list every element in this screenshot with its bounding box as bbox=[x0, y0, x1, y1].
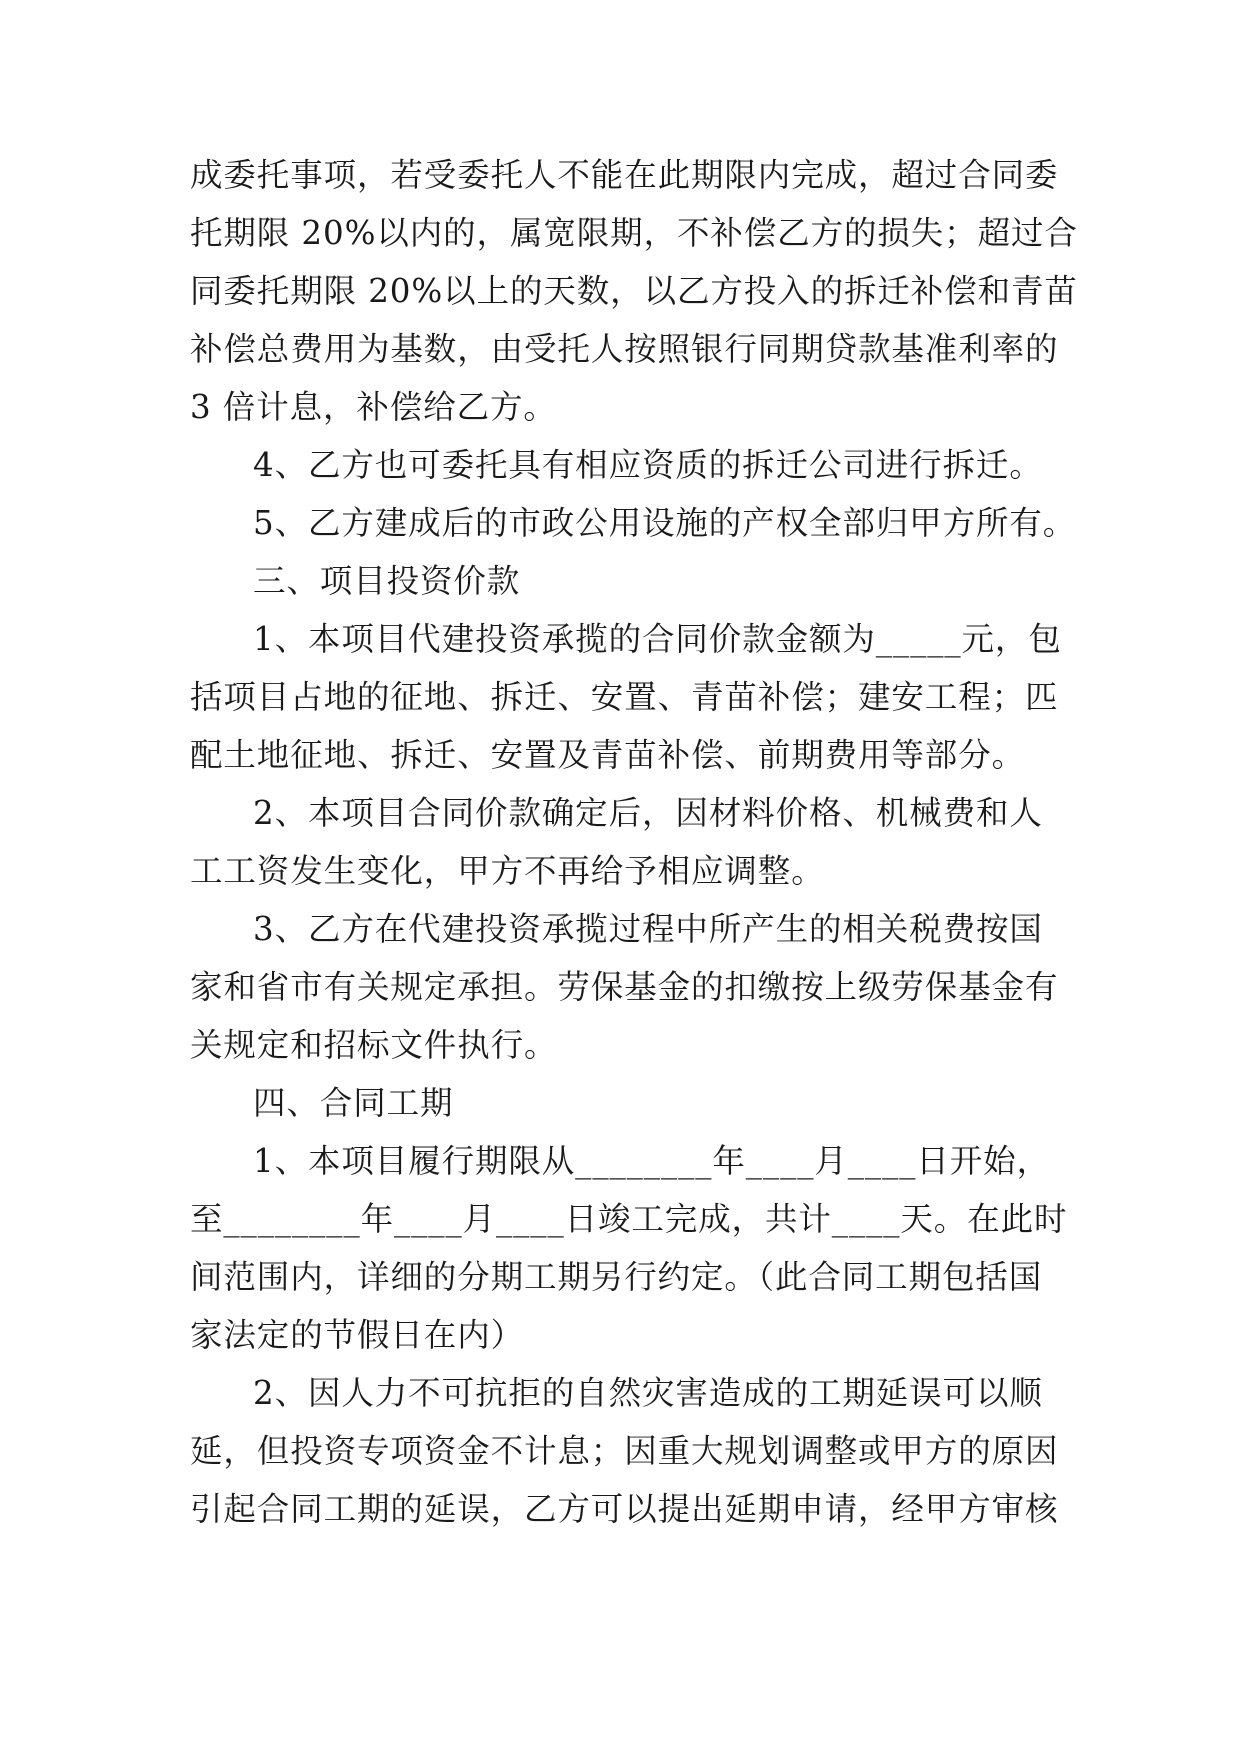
list-item: 5、乙方建成后的市政公用设施的产权全部归甲方所有。 bbox=[253, 504, 1077, 542]
list-item: 3、乙方在代建投资承揽过程中所产生的相关税费按国 bbox=[253, 910, 1043, 948]
list-item: 2、因人力不可抗拒的自然灾害造成的工期延误可以顺 bbox=[253, 1374, 1043, 1412]
text-line: 托期限 20%以内的，属宽限期，不补偿乙方的损失；超过合 bbox=[190, 214, 1078, 252]
text-line: 延，但投资专项资金不计息；因重大规划调整或甲方的原因 bbox=[190, 1432, 1059, 1470]
text-line: 补偿总费用为基数，由受托人按照银行同期贷款基准利率的 bbox=[190, 330, 1059, 368]
text-line: 同委托期限 20%以上的天数，以乙方投入的拆迁补偿和青苗 bbox=[190, 272, 1078, 310]
text-line: 家和省市有关规定承担。劳保基金的扣缴按上级劳保基金有 bbox=[190, 968, 1059, 1006]
list-item: 1、本项目代建投资承揽的合同价款金额为_____元，包 bbox=[253, 620, 1062, 658]
section-heading: 四、合同工期 bbox=[253, 1084, 454, 1122]
text-line: 3 倍计息，补偿给乙方。 bbox=[190, 388, 557, 426]
text-line: 工工资发生变化，甲方不再给予相应调整。 bbox=[190, 852, 825, 890]
text-line: 引起合同工期的延误，乙方可以提出延期申请，经甲方审核 bbox=[190, 1490, 1059, 1528]
text-line: 成委托事项，若受委托人不能在此期限内完成，超过合同委 bbox=[190, 156, 1059, 194]
list-item: 4、乙方也可委托具有相应资质的拆迁公司进行拆迁。 bbox=[253, 446, 1043, 484]
list-item: 1、本项目履行期限从________年____月____日开始， bbox=[253, 1142, 1050, 1180]
text-line: 家法定的节假日在内） bbox=[190, 1316, 525, 1354]
text-line: 配土地征地、拆迁、安置及青苗补偿、前期费用等部分。 bbox=[190, 736, 1026, 774]
text-line: 关规定和招标文件执行。 bbox=[190, 1026, 558, 1064]
text-line: 间范围内，详细的分期工期另行约定。（此合同工期包括国 bbox=[190, 1258, 1043, 1296]
text-line: 括项目占地的征地、拆迁、安置、青苗补偿；建安工程；匹 bbox=[190, 678, 1059, 716]
section-heading: 三、项目投资价款 bbox=[253, 562, 521, 600]
list-item: 2、本项目合同价款确定后，因材料价格、机械费和人 bbox=[253, 794, 1043, 832]
text-line: 至________年____月____日竣工完成，共计____天。在此时 bbox=[190, 1200, 1068, 1238]
